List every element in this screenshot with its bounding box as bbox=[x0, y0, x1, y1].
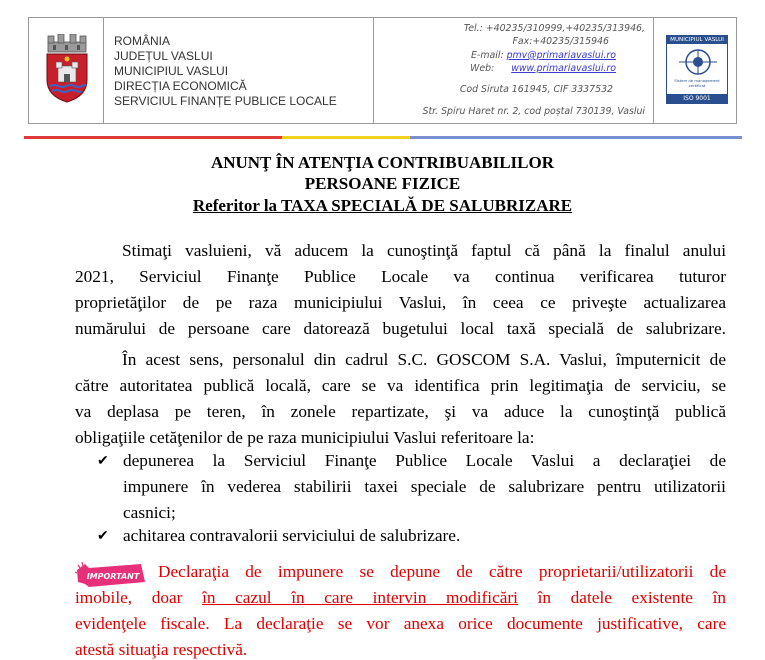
crest-cell bbox=[29, 18, 104, 123]
email-link[interactable]: pmv@primariavaslui.ro bbox=[506, 50, 616, 61]
cert-title: MUNICIPIUL VASLUI bbox=[667, 36, 727, 44]
important-badge-label: IMPORTANT bbox=[86, 572, 140, 581]
cert-subtitle: Sistem de management certificat bbox=[674, 78, 720, 88]
checkmark-icon: ✔ bbox=[97, 529, 109, 544]
contact-info-block bbox=[374, 18, 654, 123]
bullet2-line: achitarea contravalorii serviciului de salubrizare. bbox=[123, 526, 461, 545]
announcement-title: ANUNŢ ÎN ATENŢIA CONTRIBUABILILOR bbox=[210, 153, 555, 172]
bullet1-line: impunere în vederea stabilirii taxei speciale de salubrizare pentru utilizatorii bbox=[123, 477, 726, 496]
org-line-directorate: DIRECȚIA ECONOMICĂ bbox=[114, 79, 247, 93]
notice-text: imobile, doar bbox=[75, 588, 203, 607]
notice-text: în datele existente în bbox=[517, 588, 727, 607]
letterhead bbox=[28, 17, 737, 124]
institution-name-block bbox=[104, 18, 374, 123]
checkmark-icon: ✔ bbox=[97, 454, 109, 469]
web-line bbox=[470, 63, 616, 74]
announcement-subject: Referitor la TAXA SPECIALĂ DE SALUBRIZARE bbox=[192, 196, 573, 215]
notice-line bbox=[75, 587, 726, 613]
notice-emphasis: în cazul în care intervin modificări bbox=[202, 588, 518, 607]
org-line-service: SERVICIUL FINANȚE PUBLICE LOCALE bbox=[114, 94, 337, 108]
announcement-audience: PERSOANE FIZICE bbox=[304, 174, 461, 193]
web-label: Web: bbox=[470, 63, 495, 74]
org-line-municipality: MUNICIPIUL VASLUI bbox=[114, 64, 229, 78]
notice-line: atestă situaţia respectivă. bbox=[75, 640, 248, 659]
paragraph2-line: În acest sens, personalul din cadrul S.C. GOSCOM S.A. Vaslui, împuternicit de bbox=[122, 350, 726, 369]
divider-blue bbox=[410, 136, 742, 139]
org-line-country: ROMÂNIA bbox=[114, 34, 171, 48]
iso-label: ISO 9001 bbox=[667, 94, 727, 103]
phone-line: Tel.: +40235/310999,+40235/313946, bbox=[463, 23, 645, 34]
vaslui-coat-of-arms-icon bbox=[42, 34, 92, 104]
paragraph1-line: Stimaţi vasluieni, vă aducem la cunoştinţă faptul că până la finalul anului bbox=[122, 241, 726, 260]
org-line-county: JUDEȚUL VASLUI bbox=[114, 49, 213, 63]
important-stamp-icon bbox=[75, 560, 147, 590]
paragraph2-line: va deplasa pe teren, în zonele repartizate, şi va aduce la cunoştinţă publică bbox=[75, 402, 726, 421]
bullet1-line: depunerea la Serviciul Finanţe Publice Locale Vaslui a declaraţiei de bbox=[123, 451, 726, 470]
paragraph1-line: proprietăţilor de pe raza municipiului Vaslui, în ceea ce priveşte actualizarea bbox=[75, 293, 726, 312]
notice-line: evidenţele fiscale. La declaraţie se vor anexa orice documente justificative, care bbox=[75, 614, 726, 633]
divider-red bbox=[24, 136, 282, 139]
bullet1-line: casnici; bbox=[123, 503, 176, 522]
address-line: Str. Spiru Haret nr. 2, cod poștal 730139, Vaslui bbox=[422, 106, 645, 117]
certind-logo-icon bbox=[675, 47, 721, 77]
notice-line: Declaraţia de impunere se depune de către proprietarii/utilizatorii de bbox=[158, 562, 726, 581]
paragraph2-line: către autoritatea publică locală, care se va identifica prin legitimaţia de serviciu, se bbox=[75, 376, 726, 395]
paragraph1-line: 2021, Serviciul Finanţe Publice Locale va continua verificarea tuturor bbox=[75, 267, 726, 286]
paragraph1-line: numărului de persoane care datorează bugetului local taxă specială de salubrizare. bbox=[75, 319, 726, 338]
paragraph2-line: obligaţiile cetăţenilor de pe raza municipiului Vaslui referitoare la: bbox=[75, 428, 535, 447]
email-line bbox=[471, 50, 616, 61]
iso-certification-badge bbox=[666, 35, 728, 104]
fax-line: Fax:+40235/315946 bbox=[512, 36, 609, 47]
certification-cell bbox=[654, 18, 737, 123]
divider-yellow bbox=[282, 136, 410, 139]
fiscal-code-line: Cod Siruta 161945, CIF 3337532 bbox=[459, 84, 613, 95]
email-label: E-mail: bbox=[471, 50, 504, 61]
web-link[interactable]: www.primariavaslui.ro bbox=[511, 63, 616, 74]
